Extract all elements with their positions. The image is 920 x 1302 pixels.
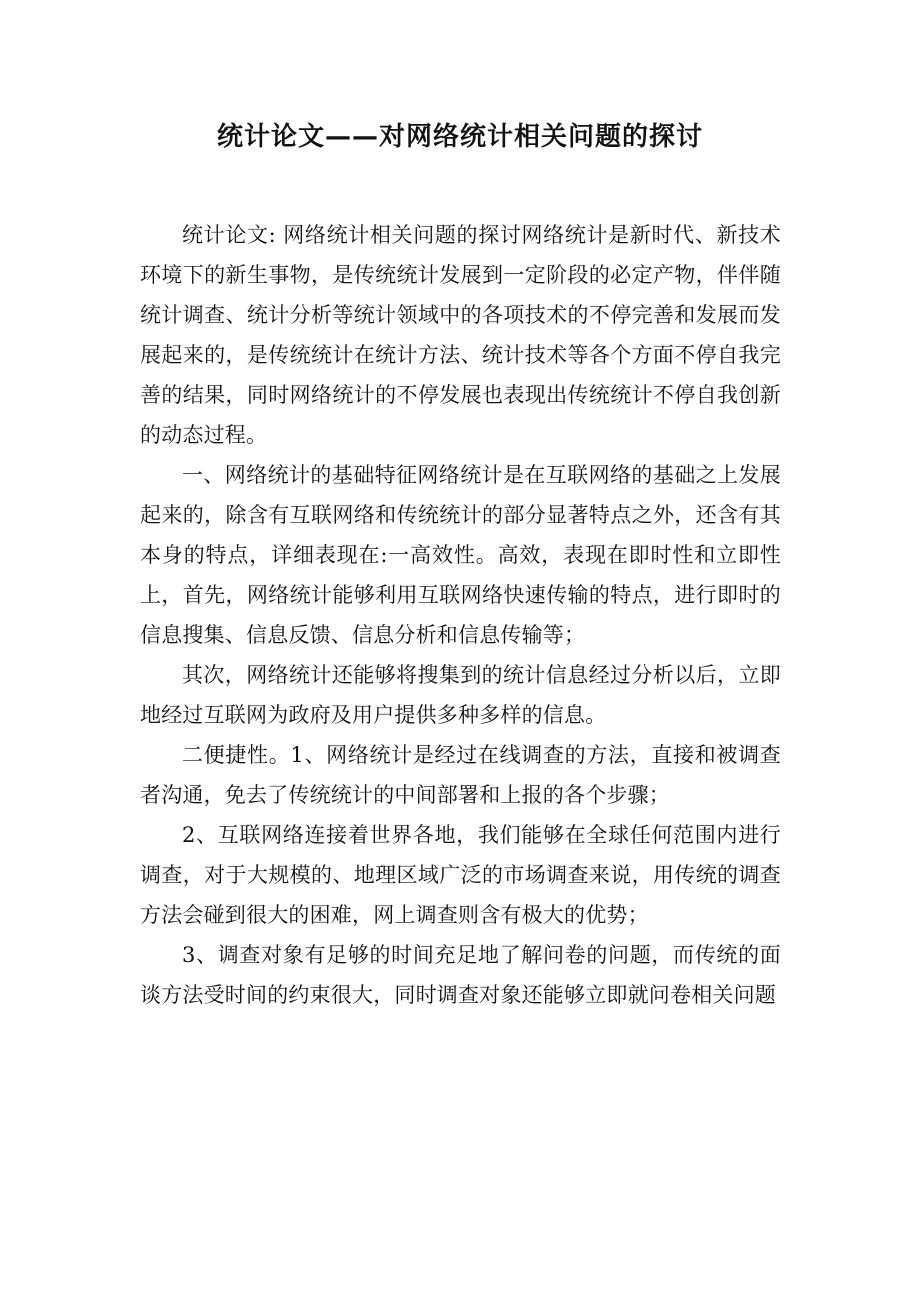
paragraph-basic-features: 一、网络统计的基础特征网络统计是在互联网络的基础之上发展起来的，除含有互联网络和传统统计的部分显著特点之外，还含有其本身的特点，详细表现在:一高效性。高效，表现在即时性和立即性上，首先，网络统计能够利用互联网络快速传输的特点，进行即时的信息搜集、信息反馈、信息分析和信息传输等；	[140, 463, 781, 647]
paragraph-convenience: 二便捷性。1、网络统计是经过在线调查的方法，直接和被调查者沟通，免去了传统统计的中间部署和上报的各个步骤；	[140, 743, 781, 807]
paragraph-point-3: 3、调查对象有足够的时间充足地了解问卷的问题，而传统的面谈方法受时间的约束很大，同时调查对象还能够立即就问卷相关问题	[140, 943, 781, 1007]
document-title: 统计论文——对网络统计相关问题的探讨	[216, 122, 703, 152]
paragraph-secondly: 其次，网络统计还能够将搜集到的统计信息经过分析以后，立即地经过互联网为政府及用户提供多种多样的信息。	[140, 663, 781, 727]
paragraph-intro: 统计论文: 网络统计相关问题的探讨网络统计是新时代、新技术环境下的新生事物，是传统统计发展到一定阶段的必定产物，伴伴随统计调查、统计分析等统计领域中的各项技术的不停完善和发展而发展起来的，是传统统计在统计方法、统计技术等各个方面不停自我完善的结果，同时网络统计的不停发展也表现出传统统计不停自我创新的动态过程。	[140, 223, 781, 447]
document-body	[140, 215, 781, 1015]
paragraph-point-2: 2、互联网络连接着世界各地，我们能够在全球任何范围内进行调查，对于大规模的、地理区域广泛的市场调查来说，用传统的调查方法会碰到很大的困难，网上调查则含有极大的优势；	[140, 823, 781, 927]
